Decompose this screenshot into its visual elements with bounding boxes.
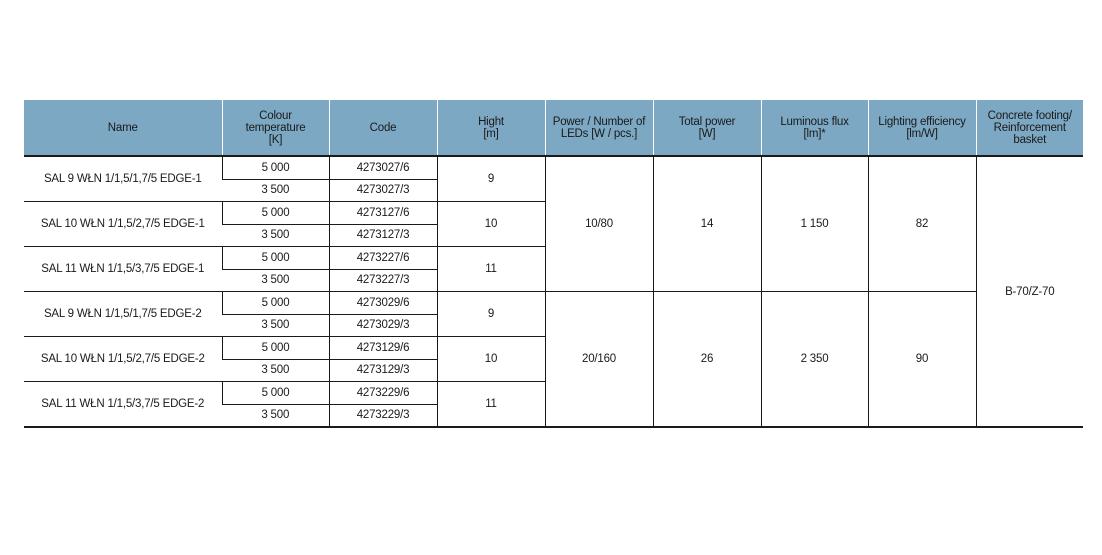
- header-code: Code: [329, 100, 437, 156]
- header-colour-temperature: Colour temperature [K]: [222, 100, 329, 156]
- model-name: SAL 9 WŁN 1/1,5/1,7/5 EDGE-1: [43, 173, 202, 185]
- colour-temperature-cell: 5 000: [222, 202, 329, 225]
- header-lighting-efficiency: Lighting efficiency [lm/W]: [868, 100, 976, 156]
- code-cell: 4273227/6: [329, 247, 437, 270]
- header-power: Power / Number of LEDs [W / pcs.]: [545, 100, 653, 156]
- colour-temperature-cell: 5 000: [222, 156, 329, 179]
- colour-temperature-cell: 5 000: [222, 382, 329, 405]
- height-cell: 11: [437, 382, 545, 428]
- header-height: Hight [m]: [437, 100, 545, 156]
- colour-temperature-cell: 5 000: [222, 247, 329, 270]
- table-row: [24, 156, 1083, 179]
- luminous-flux-cell: 2 350: [761, 292, 868, 428]
- colour-temperature-cell: 5 000: [222, 337, 329, 360]
- colour-temperature-cell: 3 500: [222, 359, 329, 382]
- height-cell: 11: [437, 247, 545, 292]
- colour-temperature-cell: 3 500: [222, 269, 329, 292]
- lamp-spec-table: [24, 100, 1083, 428]
- code-cell: 4273229/3: [329, 404, 437, 427]
- colour-temperature-cell: 5 000: [222, 292, 329, 315]
- header-total-power: Total power [W]: [653, 100, 761, 156]
- code-cell: 4273027/6: [329, 156, 437, 179]
- code-cell: 4273029/3: [329, 314, 437, 337]
- code-cell: 4273129/3: [329, 359, 437, 382]
- height-cell: 10: [437, 202, 545, 247]
- lighting-efficiency-cell: 90: [868, 292, 976, 428]
- header-row: [24, 100, 1083, 156]
- concrete-footing-cell: B-70/Z-70: [976, 156, 1083, 427]
- code-cell: 4273127/3: [329, 224, 437, 247]
- code-cell: 4273027/3: [329, 179, 437, 202]
- height-cell: 10: [437, 337, 545, 382]
- header-name: Name: [24, 100, 222, 156]
- code-cell: 4273127/6: [329, 202, 437, 225]
- code-cell: 4273029/6: [329, 292, 437, 315]
- model-name: SAL 10 WŁN 1/1,5/2,7/5 EDGE-1: [24, 202, 222, 247]
- colour-temperature-cell: 3 500: [222, 404, 329, 427]
- table-row: [24, 292, 1083, 315]
- lighting-efficiency-cell: 82: [868, 156, 976, 292]
- header-concrete-footing: Concrete footing/ Reinforcement basket: [976, 100, 1083, 156]
- header-luminous-flux: Luminous flux [lm]*: [761, 100, 868, 156]
- code-cell: 4273129/6: [329, 337, 437, 360]
- colour-temperature-cell: 3 500: [222, 224, 329, 247]
- colour-temperature-cell: 3 500: [222, 179, 329, 202]
- code-cell: 4273229/6: [329, 382, 437, 405]
- code-cell: 4273227/3: [329, 269, 437, 292]
- model-name: SAL 11 WŁN 1/1,5/3,7/5 EDGE-1: [24, 247, 222, 292]
- model-name: SAL 9 WŁN 1/1,5/1,7/5 EDGE-2: [24, 292, 222, 337]
- model-name: SAL 11 WŁN 1/1,5/3,7/5 EDGE-2: [24, 382, 222, 428]
- total-power-cell: 26: [653, 292, 761, 428]
- model-name: SAL 10 WŁN 1/1,5/2,7/5 EDGE-2: [24, 337, 222, 382]
- luminous-flux-cell: 1 150: [761, 156, 868, 292]
- total-power-cell: 14: [653, 156, 761, 292]
- height-cell: 9: [437, 292, 545, 337]
- power-cell: 20/160: [545, 292, 653, 428]
- power-cell: 10/80: [545, 156, 653, 292]
- colour-temperature-cell: 3 500: [222, 314, 329, 337]
- height-cell: 9: [437, 156, 545, 202]
